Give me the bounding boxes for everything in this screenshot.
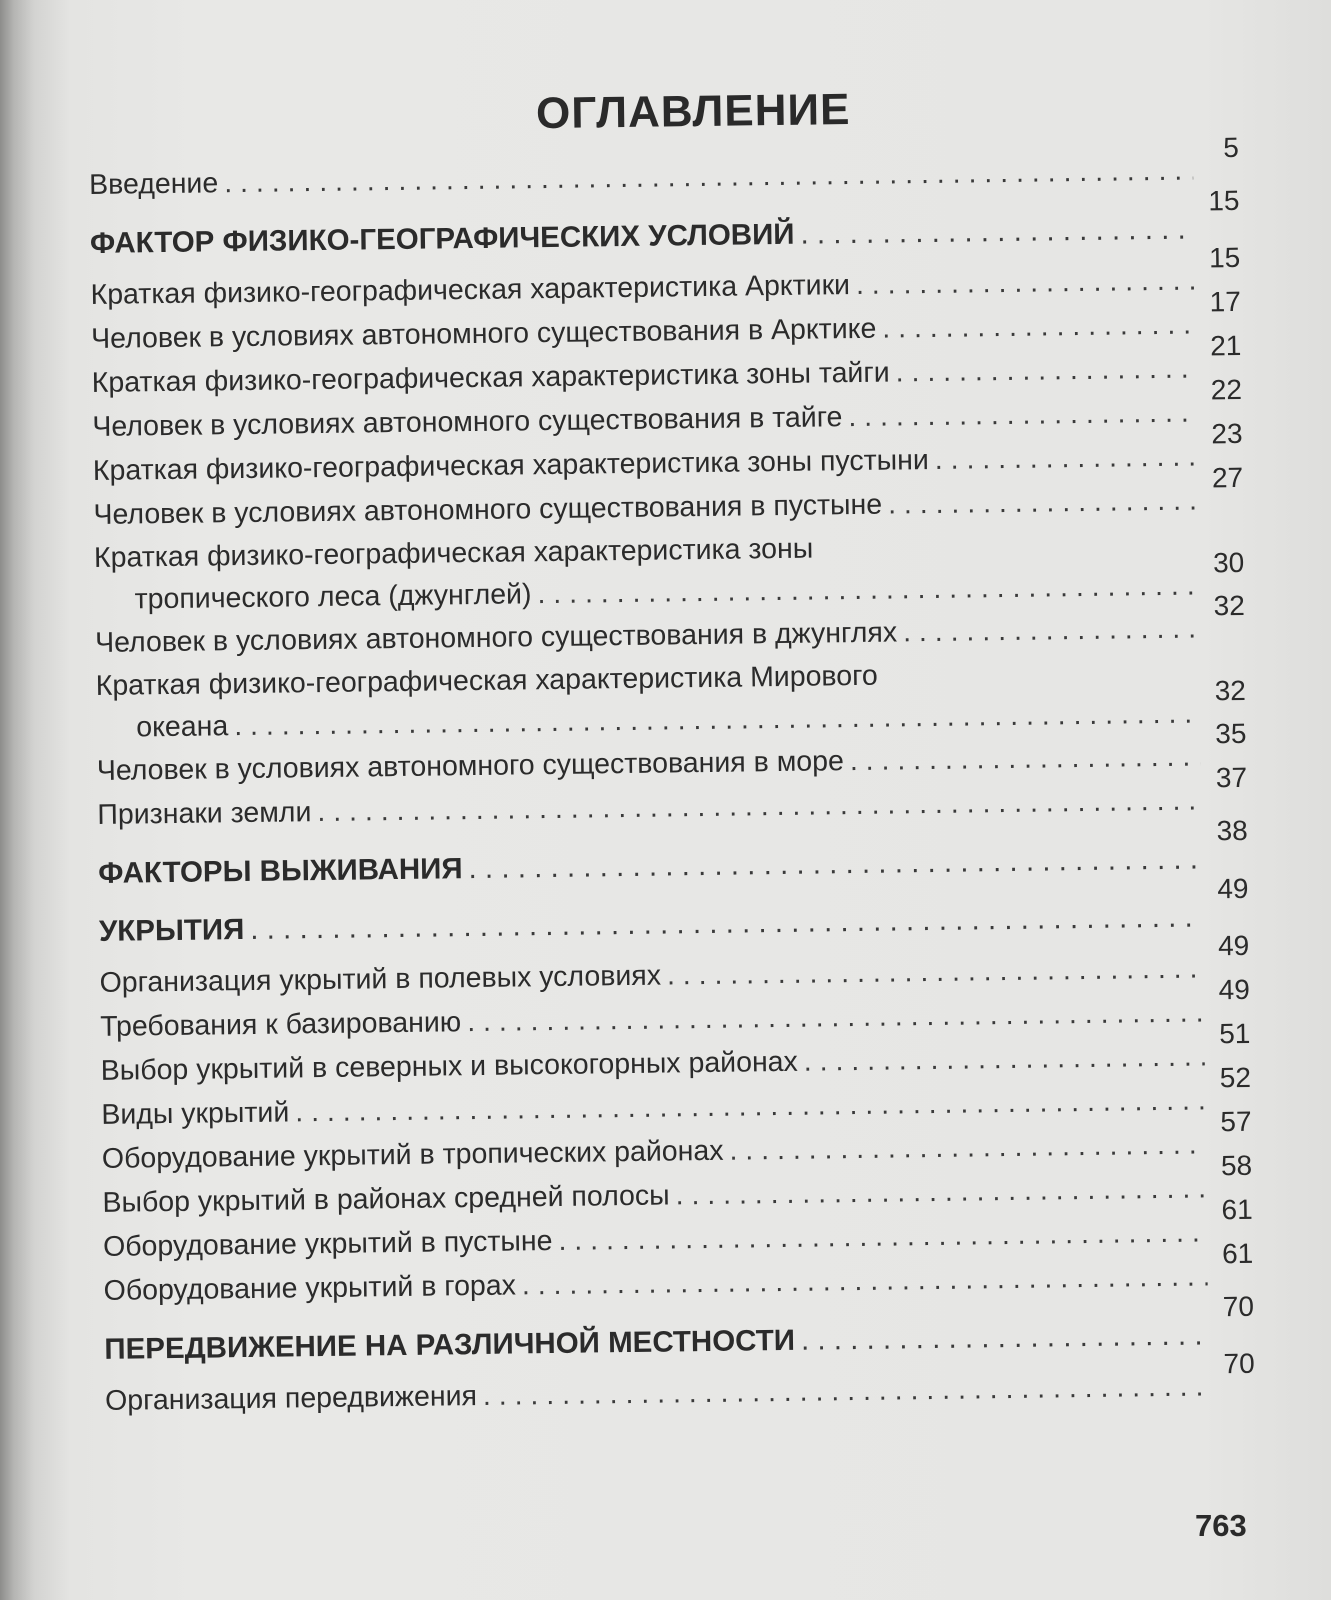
dot-leader (935, 435, 1198, 482)
toc-entry-page: 52 (1219, 1061, 1252, 1094)
toc-entry-page: 58 (1220, 1149, 1253, 1182)
toc-entry-page: 49 (1217, 929, 1250, 962)
dot-leader (850, 734, 1201, 783)
dot-leader (848, 391, 1196, 440)
toc-entry-text: Человек в условиях автономного существования в тайге (92, 401, 843, 443)
toc-entry-page: 49 (1218, 973, 1251, 1006)
toc-entry-text: Краткая физико-географическая характеристика зоны тайги (91, 356, 890, 399)
toc-entry-page: 21 (1210, 329, 1242, 362)
toc-entry-page: 61 (1221, 1193, 1253, 1226)
toc-entry-text: Выбор укрытий в районах средней полосы (102, 1179, 670, 1219)
dot-leader (224, 149, 1193, 206)
toc-entry-text: Введение (88, 167, 219, 201)
toc-entry-page: 32 (1213, 589, 1245, 622)
toc-entry-page: 35 (1215, 717, 1247, 750)
dot-leader (888, 479, 1198, 527)
toc-entry-text: Признаки земли (97, 796, 312, 831)
dot-leader (895, 347, 1196, 395)
toc-entry-text: Требования к базированию (99, 1006, 462, 1043)
dot-leader (804, 1034, 1205, 1083)
toc-entry-text-continued: тропического леса (джунглей) (134, 578, 532, 616)
toc-entry-page: 51 (1219, 1017, 1251, 1050)
toc-title: ОГЛАВЛЕНИЕ (535, 85, 851, 139)
toc-entry-page: 38 (1216, 814, 1248, 847)
toc-entry-multiline (94, 522, 1245, 621)
toc-entry-page: 49 (1217, 872, 1249, 905)
toc-entry-text: Человек в условиях автономного существования в море (96, 745, 845, 787)
toc-entry-page: 37 (1215, 761, 1248, 794)
toc-entry-text: Человек в условиях автономного существования в пустыне (93, 488, 883, 531)
table-of-contents (88, 80, 1255, 1423)
toc-entry-page: 15 (1208, 241, 1241, 274)
toc-entry-text: Виды укрытий (101, 1096, 290, 1131)
toc-entry-text: ПЕРЕДВИЖЕНИЕ НА РАЗЛИЧНОЙ МЕСТНОСТИ (104, 1323, 796, 1366)
toc-entry-page: 27 (1211, 461, 1244, 494)
dot-leader (800, 201, 1194, 264)
dot-leader (903, 607, 1200, 655)
toc-entry-page: 57 (1220, 1105, 1252, 1138)
dot-leader (483, 1364, 1210, 1418)
toc-entry-page: 30 (1212, 546, 1245, 579)
toc-entry-text: Краткая физико-географическая характеристика зоны (93, 532, 814, 574)
dot-leader (882, 303, 1195, 351)
toc-entry-text: Человек в условиях автономного существования в Арктике (90, 312, 877, 355)
toc-entry-text: Оборудование укрытий в горах (103, 1269, 517, 1307)
dot-leader (667, 946, 1204, 997)
dot-leader (522, 1254, 1208, 1307)
toc-entry-page: 70 (1222, 1290, 1255, 1323)
toc-entry (88, 131, 1239, 207)
page-number: 763 (1195, 1508, 1247, 1543)
dot-leader (856, 259, 1195, 307)
toc-entry-text: Краткая физико-географическая характеристика Мирового (95, 659, 878, 702)
toc-entry-page: 32 (1214, 674, 1247, 707)
toc-entry-text: Краткая физико-географическая характеристика зоны пустыни (92, 444, 930, 487)
toc-entry-page: 15 (1208, 184, 1240, 217)
toc-entry-page: 61 (1221, 1237, 1254, 1270)
toc-entry-text: Человек в условиях автономного существования в джунглях (94, 616, 898, 659)
toc-entry-text: ФАКТОР ФИЗИКО-ГЕОГРАФИЧЕСКИХ УСЛОВИЙ (89, 217, 795, 260)
toc-entry-page: 5 (1223, 131, 1239, 164)
dot-leader (729, 1122, 1206, 1172)
toc-entry-page: 17 (1209, 285, 1242, 318)
toc-entry-text: Выбор укрытий в северных и высокогорных районах (100, 1045, 799, 1087)
dot-leader (468, 830, 1202, 898)
dot-leader (675, 1166, 1206, 1217)
toc-entry-text: Оборудование укрытий в тропических районах (101, 1134, 724, 1175)
dot-leader (801, 1306, 1209, 1369)
toc-entry-text: УКРЫТИЯ (98, 913, 245, 948)
toc-entry-text: Организация укрытий в полевых условиях (99, 959, 662, 999)
toc-entry-page: 23 (1211, 417, 1243, 450)
toc-entry-multiline (95, 650, 1246, 749)
toc-entry-text-continued: океана (136, 710, 229, 744)
toc-entry-text: ФАКТОРЫ ВЫЖИВАНИЯ (97, 852, 463, 890)
toc-entry-text: Оборудование укрытий в пустыне (102, 1225, 553, 1263)
toc-entry-page: 22 (1210, 373, 1243, 406)
toc-entry-text: Краткая физико-географическая характеристика Арктики (90, 269, 851, 311)
toc-entry-page: 70 (1223, 1347, 1255, 1380)
toc-entry-text: Организация передвижения (104, 1380, 478, 1417)
